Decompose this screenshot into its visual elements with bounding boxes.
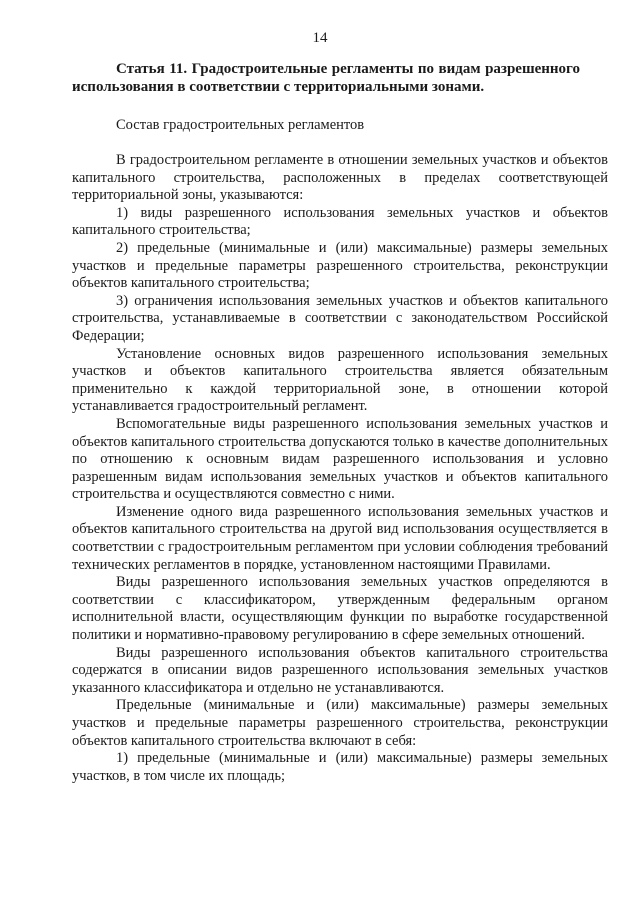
article-title: Статья 11. Градостроительные регламенты по видам разрешенного использования в соответствии с территориальными зонами. <box>72 61 580 95</box>
section-heading: Состав градостроительных регламентов <box>116 117 365 133</box>
paragraph: Предельные (минимальные и (или) максимальные) размеры земельных участков и предельные параметры разрешенного строительства, реконструкции объектов капитального строительства включают в себя: <box>72 697 608 749</box>
list-item: 3) ограничения использования земельных участков и объектов капитального строительства, устанавливаемые в соответствии с законодательством Российской Федерации; <box>72 292 608 344</box>
paragraph: Установление основных видов разрешенного использования земельных участков и объектов капитального строительства является обязательным применительно к каждой территориальной зоне, в отношении которой устанавливается градостроительный регламент. <box>72 345 608 415</box>
list-item: 2) предельные (минимальные и (или) максимальные) размеры земельных участков и предельные параметры разрешенного строительства, реконструкции объектов капитального строительства; <box>72 239 608 292</box>
paragraph: Виды разрешенного использования земельных участков определяются в соответствии с классификатором, утвержденным федеральным органом исполнительной власти, осуществляющим функции по выработке государственной политики и нормативно-правовому регулированию в сфере земельных отношений. <box>72 574 608 644</box>
list-item: 1) предельные (минимальные и (или) максимальные) размеры земельных участков, в том числе их площадь; <box>72 750 608 784</box>
paragraph: Виды разрешенного использования объектов капитального строительства содержатся в описании видов разрешенного использования земельных участков указанного классификатора и отдельно не устанавливаются. <box>72 644 608 696</box>
page-number: 14 <box>312 30 328 46</box>
document-body <box>72 152 608 785</box>
paragraph: Вспомогательные виды разрешенного использования земельных участков и объектов капитального строительства допускаются только в качестве дополнительных по отношению к основным видам разрешенного использования и условно разрешенным видам использования земельных участков и объектов капитального строительства и осуществляются совместно с ними. <box>72 415 608 503</box>
list-item: 1) виды разрешенного использования земельных участков и объектов капитального строительства; <box>72 204 608 239</box>
paragraph: В градостроительном регламенте в отношении земельных участков и объектов капитального строительства, расположенных в пределах соответствующей территориальной зоны, указываются: <box>72 152 608 204</box>
paragraph: Изменение одного вида разрешенного использования земельных участков и объектов капитального строительства на другой вид использования осуществляется в соответствии с градостроительным регламентом при условии соблюдения требований технических регламентов в порядке, установленном настоящими Правилами. <box>72 503 608 573</box>
